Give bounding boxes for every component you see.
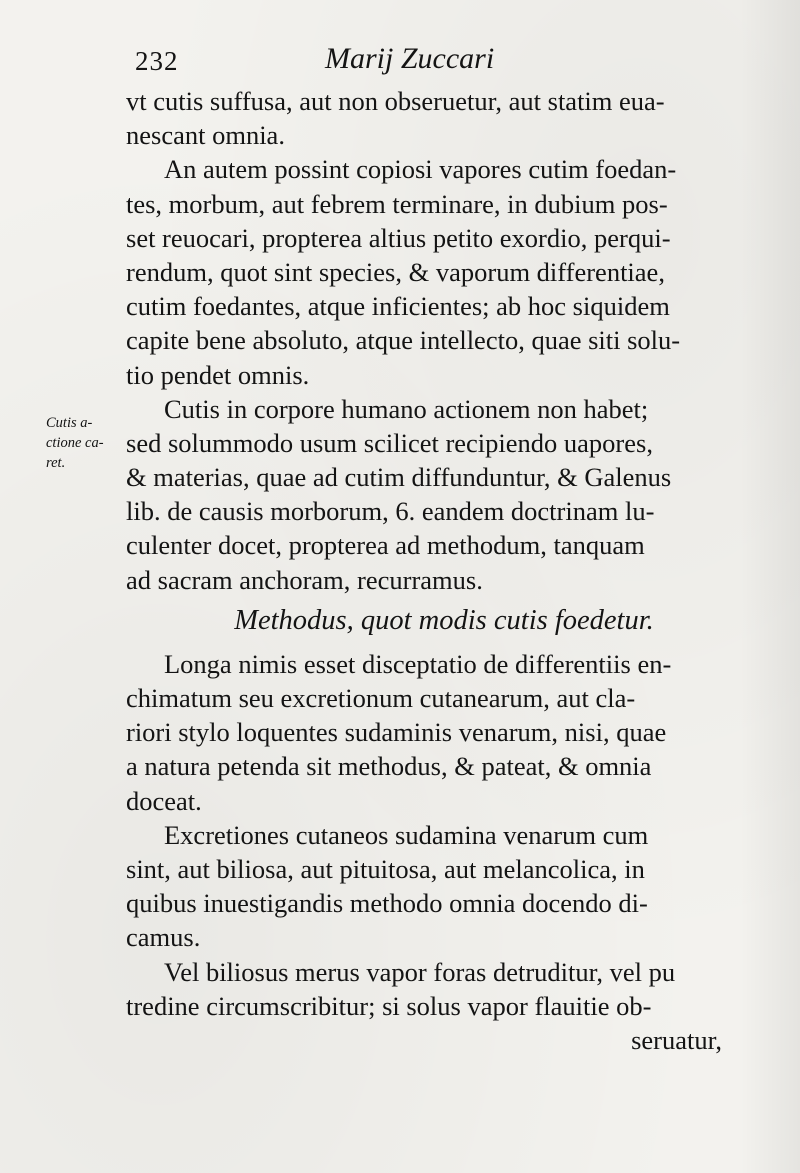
text-line: capite bene absoluto, atque intellecto, quae siti solu-	[126, 325, 681, 356]
text-line: tes, morbum, aut febrem terminare, in dubium pos-	[126, 188, 668, 219]
marginal-note-line: ctione ca-	[46, 435, 104, 451]
text-line: quibus inuestigandis methodo omnia docendo di-	[126, 888, 648, 919]
text-line: Longa nimis esset disceptatio de differentiis en-	[164, 648, 672, 679]
text-line: sint, aut biliosa, aut pituitosa, aut melancolica, in	[126, 853, 645, 884]
text-line: Vel biliosus merus vapor foras detruditur, vel pu	[164, 956, 676, 987]
marginal-note	[46, 413, 126, 473]
marginal-note-line: Cutis a-	[46, 415, 93, 431]
text-line: set reuocari, propterea altius petito exordio, perqui-	[126, 222, 671, 253]
text-line: doceat.	[126, 785, 202, 816]
text-line: a natura petenda sit methodus, & pateat, & omnia	[126, 751, 652, 782]
text-line: lib. de causis morborum, 6. eandem doctrinam lu-	[126, 496, 655, 527]
section-heading: Methodus, quot modis cutis foedetur.	[234, 604, 654, 636]
running-title: Marij Zuccari	[325, 42, 495, 75]
text-line: riori stylo loquentes sudaminis venarum, nisi, quae	[126, 717, 667, 748]
body-text	[126, 84, 762, 1057]
text-line: sed solummodo usum scilicet recipiendo uapores,	[126, 427, 653, 458]
page-number: 232	[135, 46, 179, 76]
text-line: camus.	[126, 922, 201, 953]
text-line: An autem possint copiosi vapores cutim foedan-	[164, 154, 677, 185]
text-line: chimatum seu excretionum cutanearum, aut cla-	[126, 683, 636, 713]
text-line: tredine circumscribitur; si solus vapor flauitie ob-	[126, 990, 652, 1021]
text-line: rendum, quot sint species, & vaporum differentiae,	[126, 256, 665, 287]
catchword: seruatur,	[631, 1024, 722, 1055]
text-line: cutim foedantes, atque inficientes; ab hoc siquidem	[126, 291, 670, 322]
text-line: Cutis in corpore humano actionem non habet;	[164, 393, 649, 424]
text-line: nescant omnia.	[126, 120, 285, 151]
marginal-note-line: ret.	[46, 455, 66, 471]
text-line: culenter docet, propterea ad methodum, tanquam	[126, 530, 645, 561]
text-line: tio pendet omnis.	[126, 359, 310, 390]
text-line: & materias, quae ad cutim diffunduntur, & Galenus	[126, 462, 672, 493]
page-header	[135, 40, 555, 84]
text-line: Excretiones cutaneos sudamina venarum cum	[164, 819, 649, 850]
text-line: vt cutis suffusa, aut non obseruetur, aut statim eua-	[126, 86, 665, 116]
text-line: ad sacram anchoram, recurramus.	[126, 564, 483, 595]
